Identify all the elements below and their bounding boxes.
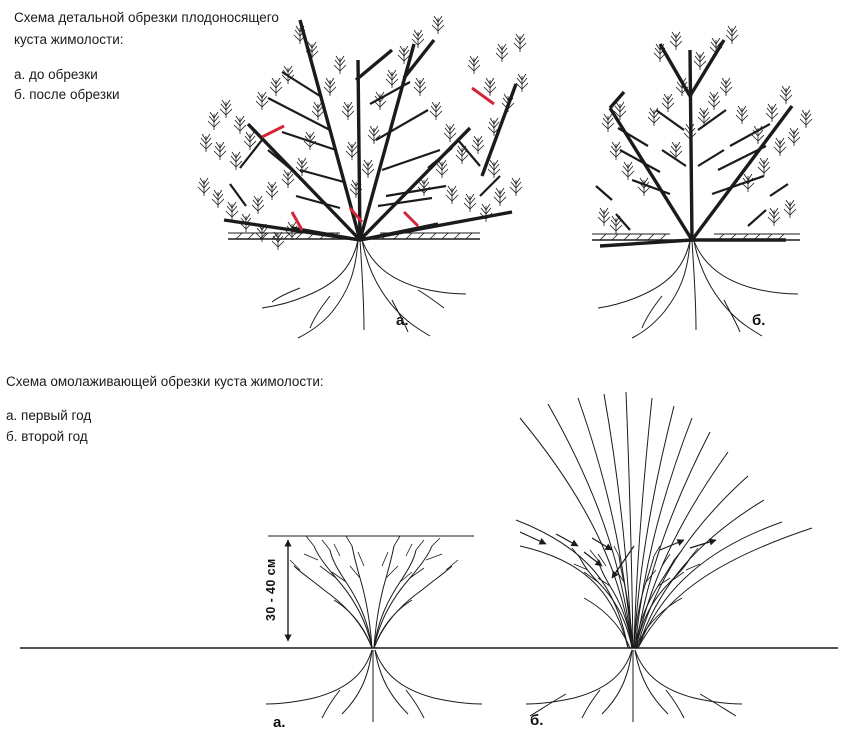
figure-top-b-bush (592, 26, 812, 338)
stems-bottom-a (290, 536, 458, 648)
pruning-cut-marks-top-a (262, 88, 494, 230)
top-caption-item-b: б. после обрезки (14, 87, 120, 103)
secondary-branches-top-b (596, 110, 788, 230)
roots-top-b (598, 241, 798, 338)
top-caption-title-line1: Схема детальной обрезки плодоносящего (14, 10, 279, 25)
main-branches-top-b (600, 40, 792, 246)
top-figure-caption (14, 8, 354, 106)
top-caption-item-a: а. до обрезки (14, 66, 98, 82)
foliage-top-b (598, 26, 812, 234)
bottom-caption-item-a: а. первый год (6, 408, 92, 424)
figure-bottom-b-bush (516, 392, 812, 722)
bottom-figure-caption (6, 372, 436, 448)
top-figure-label-b: б. (752, 312, 766, 329)
ground-line-top-b (592, 234, 800, 240)
bottom-caption-item-b: б. второй год (6, 429, 88, 445)
old-stems-bottom-b (572, 546, 700, 648)
caption-spacer (6, 394, 436, 406)
height-measurement-label: 30 - 40 см (264, 558, 278, 622)
roots-top-a (262, 240, 466, 338)
figure-bottom-a-bush (20, 536, 838, 722)
top-figure-label-a: а. (396, 312, 409, 329)
bottom-caption-title: Схема омолаживающей обрезки куста жимолости: (6, 374, 324, 389)
pruning-arrows-bottom-b (520, 532, 716, 578)
roots-bottom-a (266, 650, 482, 722)
top-caption-title-line2: куста жимолости: (14, 32, 124, 48)
roots-bottom-b (526, 650, 742, 722)
new-shoots-bottom-b (516, 392, 812, 648)
ground-line-top-a (228, 233, 480, 239)
bottom-figure-label-b: б. (530, 712, 544, 729)
bottom-figure-label-a: а. (273, 714, 286, 731)
